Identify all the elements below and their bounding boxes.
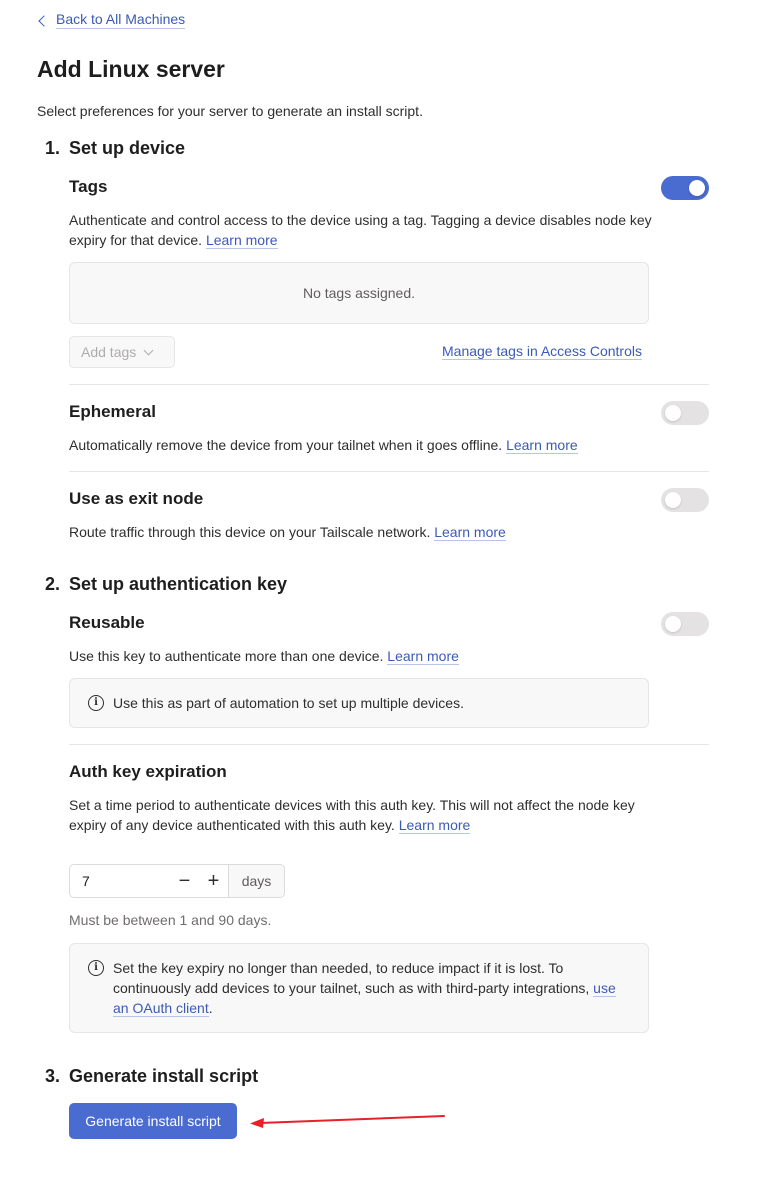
tags-description-text: Authenticate and control access to the device using a tag. Tagging a device disables node key expiry for that device. (69, 212, 652, 248)
toggle-knob (665, 492, 681, 508)
back-to-machines-link[interactable] (40, 11, 185, 29)
expiration-days-input[interactable]: 7 (82, 873, 90, 889)
exit-node-learn-more-link[interactable]: Learn more (434, 524, 506, 540)
divider (69, 471, 709, 472)
ephemeral-description (69, 435, 659, 455)
step-number: 1. (45, 138, 61, 158)
reusable-description (69, 646, 659, 666)
exit-node-description-text: Route traffic through this device on your Tailscale network. (69, 524, 431, 540)
tags-learn-more-link[interactable]: Learn more (205, 232, 278, 248)
chevron-left-icon (38, 15, 49, 26)
exit-node-title: Use as exit node (69, 489, 204, 508)
expiration-info-text (113, 958, 623, 1018)
tags-list (69, 262, 649, 324)
exit-node-description (69, 522, 659, 542)
add-tags-label: Add tags (81, 344, 137, 360)
ephemeral-title: Ephemeral (69, 402, 156, 421)
increment-button[interactable]: + (207, 869, 220, 892)
tags-description (69, 210, 659, 250)
ephemeral-description-text: Automatically remove the device from your tailnet when it goes offline. (69, 437, 503, 453)
info-circle-icon: i (88, 960, 104, 976)
decrement-button[interactable]: − (178, 869, 191, 892)
toggle-knob (665, 616, 681, 632)
expiration-title: Auth key expiration (69, 762, 227, 781)
back-link-label: Back to All Machines (56, 11, 186, 27)
expiration-learn-more-link[interactable]: Learn more (398, 817, 471, 833)
step-title: Set up device (69, 138, 186, 158)
add-tags-dropdown[interactable] (69, 336, 175, 368)
page-title: Add Linux server (37, 56, 225, 82)
step-1-heading (45, 138, 185, 159)
expiration-description (69, 795, 644, 835)
reusable-info-box (69, 678, 649, 728)
tags-toggle[interactable] (661, 176, 709, 200)
toggle-knob (689, 180, 705, 196)
generate-install-script-button[interactable]: Generate install script (69, 1103, 237, 1139)
tags-title: Tags (69, 177, 108, 196)
oauth-client-link[interactable]: use an OAuth client (113, 980, 616, 1016)
ephemeral-toggle[interactable] (661, 401, 709, 425)
reusable-toggle[interactable] (661, 612, 709, 636)
step-2-heading (45, 574, 287, 595)
reusable-info-text: Use this as part of automation to set up multiple devices. (113, 695, 464, 711)
step-number: 3. (45, 1066, 61, 1086)
step-3-heading (45, 1066, 258, 1087)
page-subtitle: Select preferences for your server to generate an install script. (37, 103, 423, 119)
info-circle-icon: i (88, 695, 104, 711)
expiration-info-box (69, 943, 649, 1033)
ephemeral-learn-more-link[interactable]: Learn more (506, 437, 578, 453)
annotation-arrow-icon (248, 1110, 448, 1134)
reusable-learn-more-link[interactable]: Learn more (387, 648, 459, 664)
expiration-days-stepper (69, 864, 285, 898)
step-title: Set up authentication key (69, 574, 288, 594)
expiration-description-text: Set a time period to authenticate devices with this auth key. This will not affect the node key expiry of any device authenticated with this auth key. (69, 797, 635, 833)
expiration-hint: Must be between 1 and 90 days. (69, 912, 272, 928)
tags-empty-text: No tags assigned. (302, 285, 416, 301)
expiration-info-body: Set the key expiry no longer than needed, to reduce impact if it is lost. To continuously add devices to your tailnet, such as with third-party integrations, (113, 960, 590, 996)
reusable-description-text: Use this key to authenticate more than one device. (69, 648, 384, 664)
expiration-info-end: . (208, 1000, 213, 1016)
manage-tags-link[interactable]: Manage tags in Access Controls (442, 343, 642, 359)
divider (69, 384, 709, 385)
toggle-knob (665, 405, 681, 421)
days-unit-label: days (228, 865, 284, 897)
chevron-down-icon (144, 345, 154, 355)
step-title: Generate install script (69, 1066, 259, 1086)
divider (69, 744, 709, 745)
step-number: 2. (45, 574, 61, 594)
exit-node-toggle[interactable] (661, 488, 709, 512)
reusable-title: Reusable (69, 613, 145, 632)
